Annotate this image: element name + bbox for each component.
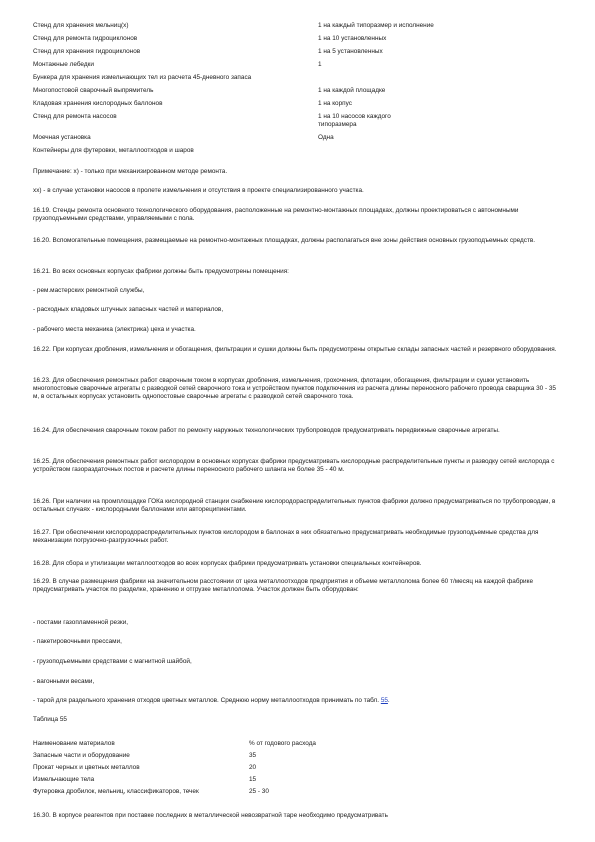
table-row-value: 1 на 5 установленных: [318, 48, 383, 55]
list-item: - пакетировочными прессами,: [33, 638, 122, 645]
table-header-name: Наименование материалов: [33, 740, 115, 747]
list-item: - рем.мастерских ремонтной службы,: [33, 287, 145, 294]
paragraph-16-21: 16.21. Во всех основных корпусах фабрики должны быть предусмотрены помещения:: [33, 268, 289, 275]
list-item: - постами газопламенной резки,: [33, 619, 129, 626]
table-row-name: Стенд для ремонта насосов: [33, 113, 117, 120]
paragraph-16-24: 16.24. Для обеспечения сварочным током работ по ремонту наружных технологических трубопроводов предусматривать передвижные сварочные агрегаты.: [33, 427, 500, 434]
paragraph-16-19: 16.19. Стенды ремонта основного технологического оборудования, расположенные на ремонтно-монтажных площадках, должны проектироваться с автономными грузоподъемными средствами, управляемыми с пола.: [33, 207, 519, 222]
list-item: - расходных кладовых штучных запасных частей и материалов,: [33, 306, 224, 313]
paragraph-16-27: 16.27. При обеспечении кислородораспределительных пунктов кислородом в баллонах в них обязательно предусматривать необходимые грузоподъемные средства для механизации погрузочно-разгрузочных работ.: [33, 529, 539, 544]
paragraph-16-23: 16.23. Для обеспечения ремонтных работ сварочным током в корпусах дробления, измельчения, грохочения, флотации, обогащения, фильтрации и сушки установить многопостовые сварочные агрегаты с разводкой сетей сварочного тока и устройством пунктов подключения из расчета длины переносного рабочего провода сварщика 30 - 35 м, в остальных корпусах установить однопостовые сварочные агрегаты с разводкой сетей сварочного тока.: [33, 377, 556, 400]
list-item-text: - тарой для раздельного хранения отходов цветных металлов. Среднюю норму металлоотходов принимать по табл.: [33, 697, 381, 704]
paragraph-16-28: 16.28. Для сбора и утилизации металлоотходов во всех корпусах фабрики предусматривать установки специальных контейнеров.: [33, 560, 422, 567]
table-row-name: Кладовая хранения кислородных баллонов: [33, 100, 163, 107]
table-row-value: 1 на корпус: [318, 100, 352, 107]
note-1: Примечание: х) - только при механизированном методе ремонта.: [33, 168, 228, 175]
paragraph-16-20: 16.20. Вспомогательные помещения, размещаемые на ремонтно-монтажных площадках, должны располагаться вне зоны действия основных грузоподъемных средств.: [33, 237, 536, 244]
paragraph-16-22: 16.22. При корпусах дробления, измельчения и обогащения, фильтрации и сушки должны быть предусмотрены открытые склады запасных частей и резервного оборудования.: [33, 346, 557, 353]
paragraph-16-30: 16.30. В корпусе реагентов при поставке последних в металлической невозвратной таре необходимо предусматривать: [33, 812, 388, 819]
table-55-link[interactable]: 55: [380, 697, 388, 704]
table-row-value: 1 на 10 насосов каждого типоразмера: [318, 113, 391, 128]
table-row-value: 25 - 30: [249, 788, 269, 795]
table-row-value: 35: [249, 752, 257, 759]
table-row-name: Стенд для ремонта гидроциклонов: [33, 35, 138, 42]
table-row-name: Стенд для хранения гидроциклонов: [33, 48, 141, 55]
note-2: хх) - в случае установки насосов в пролете измельчения и отсутствия в проекте специализированного участка.: [33, 187, 364, 194]
paragraph-16-29: 16.29. В случае размещения фабрики на значительном расстоянии от цеха металлоотходов предприятия и объеме металлолома более 60 т/месяц на каждой фабрике предусматривать участок по разделке, хранению и отгрузке металлолома. Участок должен быть оборудован:: [33, 578, 534, 593]
table-row-value: Одна: [318, 134, 334, 141]
table-row-name: Многопостовой сварочный выпрямитель: [33, 87, 154, 94]
table-header-value: % от годового расхода: [249, 740, 316, 747]
list-item: [33, 697, 563, 705]
table-row-name: Измельчающие тела: [33, 776, 95, 783]
table-caption: Таблица 55: [33, 716, 67, 723]
table-row-value: 1: [318, 61, 322, 68]
table-row-name: Прокат черных и цветных металлов: [33, 764, 140, 771]
table-row-name: Монтажные лебедки: [33, 61, 94, 68]
paragraph-16-26: 16.26. При наличии на промплощадке ГОКа кислородной станции снабжение кислородораспределительных пунктов фабрики должно предусматриваться по трубопроводам, в остальных случаях - кислородными баллонами или автореципиентами.: [33, 498, 556, 513]
table-row-value: 1 на каждый типоразмер и исполнение: [318, 22, 434, 29]
table-row-name: Контейнеры для футеровки, металлоотходов и шаров: [33, 147, 194, 154]
table-row-value: 1 на каждой площадке: [318, 87, 386, 94]
table-row-name: Футеровка дробилок, мельниц, классификаторов, течек: [33, 788, 199, 795]
table-row-name: Стенд для хранения мельниц(х): [33, 22, 129, 29]
table-row-value: 20: [249, 764, 257, 771]
list-item-text-end: .: [387, 697, 390, 704]
table-row-value: 1 на 10 установленных: [318, 35, 387, 42]
list-item: - рабочего места механика (электрика) цеха и участка.: [33, 326, 196, 333]
table-row-value: 15: [249, 776, 257, 783]
list-item: - грузоподъемными средствами с магнитной шайбой,: [33, 658, 192, 665]
table-row-name: Моечная установка: [33, 134, 91, 141]
table-row-name: Бункера для хранения измельчающих тел из расчета 45-дневного запаса: [33, 74, 252, 81]
table-row-name: Запасные части и оборудование: [33, 752, 130, 759]
list-item: - вагонными весами,: [33, 678, 95, 685]
paragraph-16-25: 16.25. Для обеспечения ремонтных работ кислородом в основных корпусах фабрики предусматривать кислородные распределительные пункты и разводку сетей кислорода с устройством газораздаточных постов и расчете длины переносного рабочего шланга не более 35 - 40 м.: [33, 458, 555, 473]
